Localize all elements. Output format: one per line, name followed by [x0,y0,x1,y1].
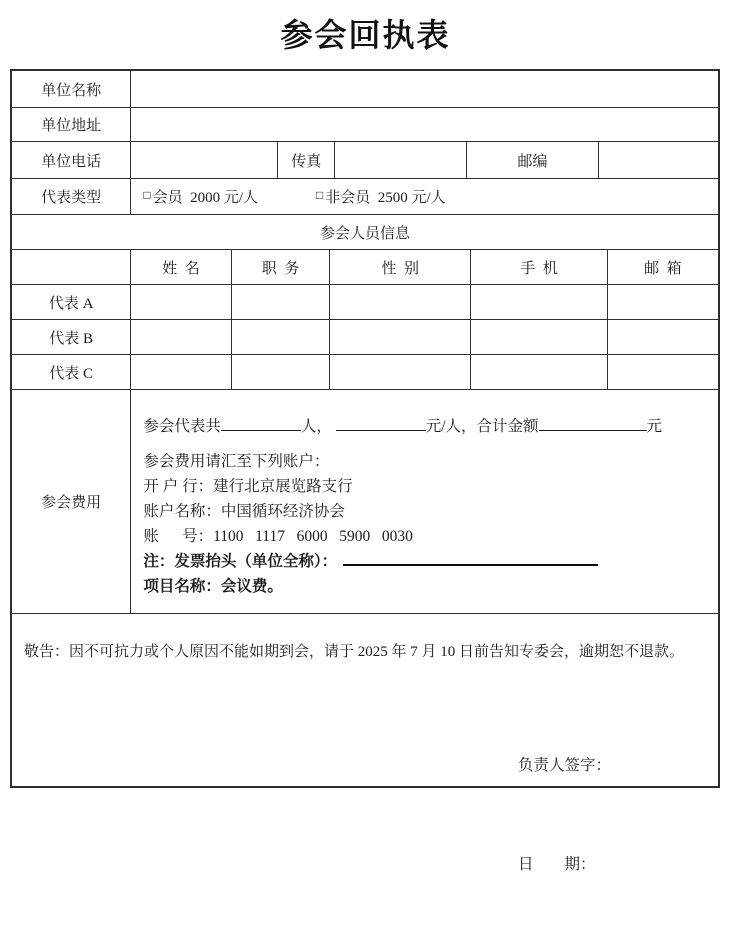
participants-columns-row [12,250,718,285]
delegate-b-mobile-field[interactable] [471,320,607,354]
nonmember-option-label: 非会员 2500 元/人 [325,190,446,206]
col-header-email: 邮 箱 [644,260,682,277]
date-label: 日 期： [518,856,596,873]
col-header-mobile: 手 机 [471,250,607,284]
invoice-note-text: 注：发票抬头（单位全称）： [143,553,338,570]
fee-total-prefix: 元/人，合计金额 [425,418,539,435]
delegate-type-label: 代表类型 [12,179,131,214]
member-option[interactable] [143,186,258,207]
fee-total-suffix: 元 [646,418,663,435]
fee-remit-line: 参会费用请汇至下列账户： [143,453,330,470]
delegate-a-gender-field[interactable] [330,285,471,319]
fee-count-suffix: 人， [300,418,336,435]
postcode-label: 邮编 [467,142,598,178]
delegate-c-name-field[interactable] [131,355,231,389]
participants-corner-cell [12,250,131,284]
delegate-a-mobile-field[interactable] [471,285,607,319]
delegate-a-position-field[interactable] [232,285,330,319]
delegate-b-label: 代表 B [12,320,131,354]
member-option-label: 会员 2000 元/人 [152,190,258,206]
participants-section-title: 参会人员信息 [319,225,410,242]
unit-address-field[interactable] [131,108,718,141]
delegate-b-name-field[interactable] [131,320,231,354]
delegate-a-name-field[interactable] [131,285,231,319]
signature-block [518,683,611,947]
delegate-type-row [12,179,718,215]
table-row-delegate-c [12,355,718,390]
delegate-c-label: 代表 C [12,355,131,389]
phone-row [12,142,718,179]
delegate-a-email-field[interactable] [608,285,718,319]
unit-name-row [12,71,718,108]
member-checkbox-icon[interactable]: □ [143,188,151,202]
reply-form-table [10,69,720,873]
fee-price-blank[interactable] [336,416,426,431]
unit-address-row [12,108,718,142]
delegate-c-position-field[interactable] [232,355,330,389]
unit-address-label: 单位地址 [12,108,131,141]
nonmember-checkbox-icon[interactable]: □ [315,188,324,202]
footer-cell [12,614,718,947]
nonmember-option[interactable] [316,186,446,207]
participants-header-row [12,215,718,250]
col-header-name: 姓 名 [131,250,231,284]
phone-field[interactable] [131,142,278,178]
delegate-b-position-field[interactable] [232,320,330,354]
fee-total-blank[interactable] [539,416,647,431]
col-header-position: 职 务 [232,250,330,284]
table-row-delegate-a [12,285,718,320]
delegate-b-email-field[interactable] [608,320,718,354]
col-header-gender: 性 别 [330,250,471,284]
delegate-c-gender-field[interactable] [330,355,471,389]
signature-label: 负责人签字： [518,757,612,774]
notice-text: 敬告：因不可抗力或个人原因不能如期到会，请于 2025 年 7 月 10 日前告知专委会，逾期恕不退款。 [24,644,685,660]
footer-row [12,614,718,947]
fee-summary-line [143,414,662,439]
unit-name-label: 单位名称 [12,71,131,107]
project-name-line: 项目名称：会议费。 [143,578,283,595]
fax-field[interactable] [335,142,467,178]
fee-row [12,390,718,614]
unit-name-field[interactable] [131,71,718,107]
fee-details [131,390,718,613]
invoice-note-line [143,549,598,574]
delegate-b-gender-field[interactable] [330,320,471,354]
fee-count-prefix: 参会代表共 [143,418,221,435]
fee-label: 参会费用 [12,390,131,613]
page-title: 参会回执表 [280,17,451,53]
invoice-title-blank[interactable] [343,551,598,566]
delegate-type-options [131,179,718,214]
account-number-line: 账 号：1100 1117 6000 5900 0030 [143,528,413,545]
bank-line: 开 户 行：建行北京展览路支行 [143,478,353,495]
delegate-c-email-field[interactable] [608,355,718,389]
fee-count-blank[interactable] [221,416,301,431]
postcode-field[interactable] [599,142,718,178]
fax-label: 传真 [278,142,335,178]
table-row-delegate-b [12,320,718,355]
account-name-line: 账户名称：中国循环经济协会 [143,503,345,520]
phone-label: 单位电话 [12,142,131,178]
delegate-c-mobile-field[interactable] [471,355,607,389]
delegate-a-label: 代表 A [12,285,131,319]
